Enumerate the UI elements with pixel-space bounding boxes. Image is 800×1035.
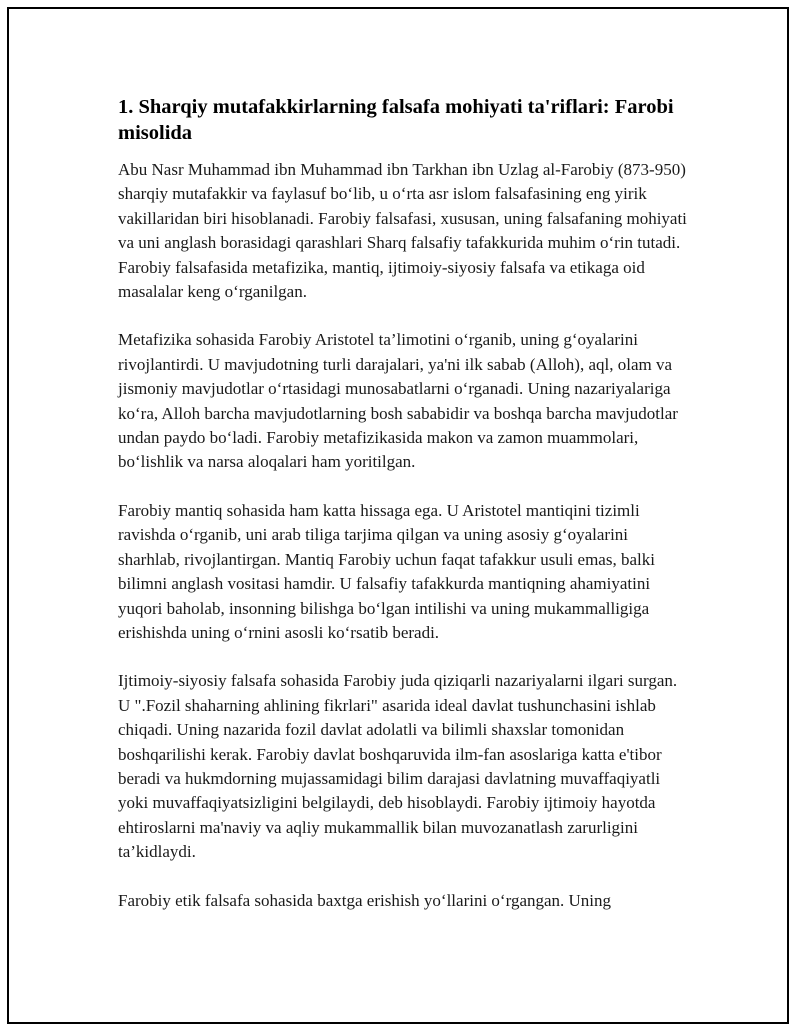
document-title: 1. Sharqiy mutafakkirlarning falsafa mohiyati ta'riflari: Farobi misolida: [118, 96, 674, 144]
document-body: [118, 94, 693, 937]
paragraph-social-political: Ijtimoiy-siyosiy falsafa sohasida Farobiy juda qiziqarli nazariyalarni ilgari surgan. U ".Fozil shaharning ahlining fikrlari" asarida ideal davlat tushunchasini ishlab chiqadi. Uning nazarida fozil davlat adolatli va bilimli shaxslar tomonidan boshqarilishi kerak. Farobiy davlat boshqaruvida ilm-fan asoslariga katta e'tibor beradi va hukmdorning mujassamidagi bilim darajasi davlatning muvaffaqiyatli yoki muvaffaqiyatsizligini belgilaydi, deb hisoblaydi. Farobiy ijtimoiy hayotda ehtiroslarni ma'naviy va aqliy mukammallik bilan muvozanatlash zarurligini ta’kidlaydi.: [118, 671, 678, 862]
paragraph-logic: Farobiy mantiq sohasida ham katta hissaga ega. U Aristotel mantiqini tizimli ravishda o‘rganib, uni arab tiliga tarjima qilgan va uning asosiy g‘oyalarini sharhlab, rivojlantirgan. Mantiq Farobiy uchun faqat tafakkur usuli emas, balki bilimni anglash vositasi hamdir. U falsafiy tafakkurda mantiqning ahamiyatini yuqori baholab, insonning bilishga bo‘lgan intilishi va uning mukammalligiga erishishda uning o‘rnini asosli ko‘rsatib beradi.: [118, 500, 655, 642]
paragraph-intro: Abu Nasr Muhammad ibn Muhammad ibn Tarkhan ibn Uzlag al-Farobiy (873-950) sharqiy mutafakkir va faylasuf bo‘lib, u o‘rta asr islom falsafasining eng yirik vakillaridan biri hisoblanadi. Farobiy falsafasi, xususan, uning falsafaning mohiyati va uni anglash borasidagi qarashlari Sharq falsafiy tafakkurida muhim o‘rin tutadi. Farobiy falsafasida metafizika, mantiq, ijtimoiy-siyosiy falsafa va etikaga oid masalalar keng o‘rganilgan.: [118, 160, 687, 302]
paragraph-metaphysics: Metafizika sohasida Farobiy Aristotel ta’limotini o‘rganib, uning g‘oyalarini rivojlantirdi. U mavjudotning turli darajalari, ya'ni ilk sabab (Alloh), aql, olam va jismoniy mavjudotlar o‘rtasidagi munosabatlarni o‘rganadi. Uning nazariyalariga ko‘ra, Alloh barcha mavjudotlarning bosh sababidir va boshqa barcha mavjudotlar undan paydo bo‘ladi. Farobiy metafizikasida makon va zamon muammolari, bo‘lishlik va narsa aloqalari ham yoritilgan.: [118, 330, 678, 472]
paragraph-ethics: Farobiy etik falsafa sohasida baxtga erishish yo‘llarini o‘rgangan. Uning: [118, 890, 612, 910]
